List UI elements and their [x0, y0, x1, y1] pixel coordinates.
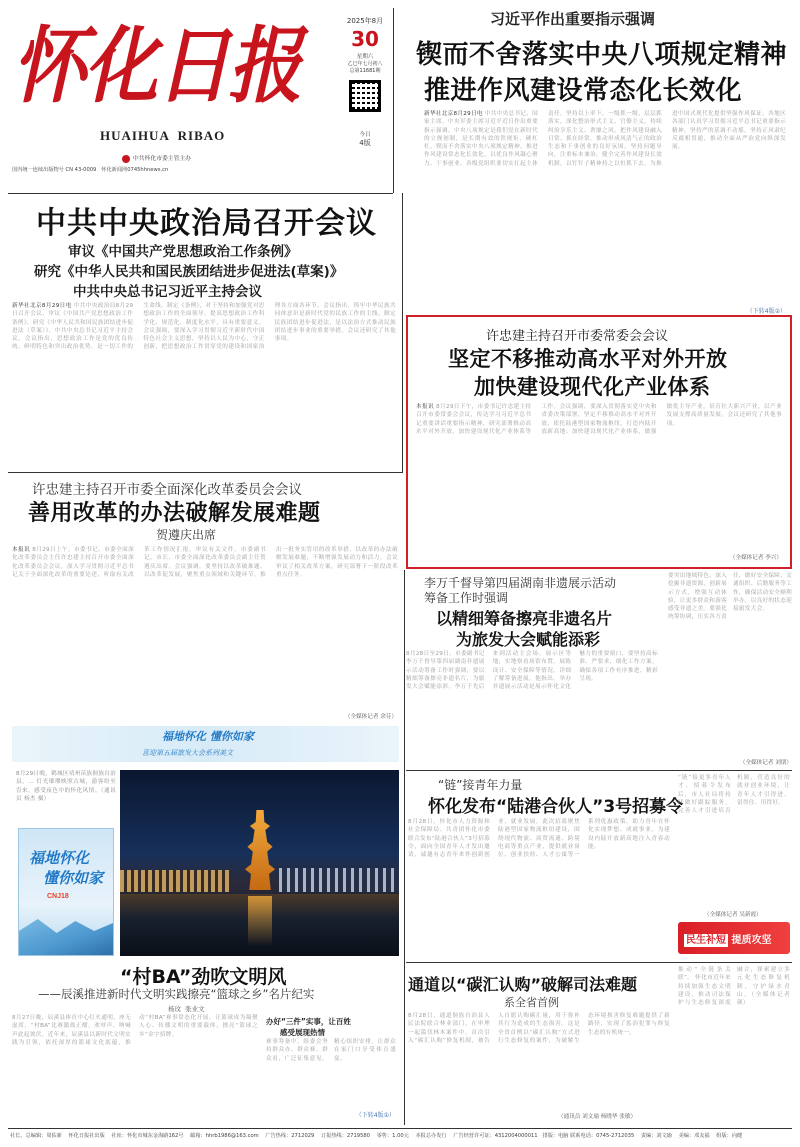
- reform-headline: 善用改革的办法破解发展难题: [28, 501, 321, 526]
- promo-subtitle: 喜迎第五届旅发大会系列美文: [142, 749, 233, 757]
- lead-dateline: 新华社北京8月29日电: [424, 111, 483, 117]
- partner-body-right: “链”接更多青年人才，招募令发布后，市人社局将持续做好跟踪服务，完善人才引进培育机制，营造良好的就业创业环境，让青年人才引得进、留得住、用得好。: [678, 775, 790, 815]
- date-lunar: 乙巳年七月初八: [347, 61, 383, 67]
- livelihood-badge: [678, 922, 790, 954]
- side-column-byline: （全媒体记者 颜）: [737, 991, 790, 1007]
- heritage-body-right: 要突出地域特色，深入挖掘非遗资源，创新展示方式，增强互动体验，让更多群众和游客感受非遗之美。要强化统筹协调，压实各方责任，做好安全保障、交通组织、后勤服务等工作，确保活动安全顺利举办，以良好的状态迎接旅发大会。: [668, 573, 792, 621]
- village-ba-subhead-1: 办好“三件”实事，让百姓: [266, 1017, 351, 1026]
- night-scene-photo: [120, 770, 399, 956]
- promo-banner: [12, 726, 399, 762]
- heritage-story: [406, 572, 796, 768]
- reflection-glow: [248, 896, 272, 946]
- heritage-byline: （全媒体记者 刘朋）: [739, 760, 792, 766]
- promo-title: [162, 728, 254, 744]
- poster-line-2: 懂你如家: [43, 869, 104, 887]
- sc-dateline: 本报讯: [416, 404, 434, 410]
- promo-poster: [18, 828, 114, 956]
- sponsor-line: [122, 153, 191, 163]
- city-lights-left: [120, 870, 230, 892]
- issue-number: 总第11681期: [349, 68, 381, 74]
- village-ba-body: 8月27日晚，辰溪县体育中心灯火通明，座无虚席，“村BA”比赛激战正酣，欢呼声、呐喊声此起彼伏。近年来，辰溪县以新时代文明实践为引领，依托深厚的篮球文化底蕴，推动“村BA”赛事常态化开展，让篮球成为凝聚人心、传播文明的重要载体，擦亮“篮球之乡”金字招牌。: [12, 1015, 258, 1046]
- masthead-pinyin: HUAIHUA RIBAO: [100, 128, 226, 143]
- carbon-byline: （通讯员 刘文瑜 杨晓华 张敏）: [558, 1114, 637, 1120]
- promo-title-2: 懂你如家: [209, 730, 254, 743]
- badge-part-1: 民生补短: [686, 935, 726, 946]
- footer-info: 社长、总编辑：周佑新 怀化日报社出版 社址：怀化市城东金海路162号 邮箱：hhrb1986@163.com 广告热线：2712029 订报热线：2719580 零售：1.00元 本报总办发行 广告经营许可证：4312004000011 排版：电脑 联系电话：0745-2712035 责编：刘文瑜 美编：邓友福 组版：向健: [10, 1133, 743, 1139]
- reform-story: [8, 478, 403, 723]
- carbon-story: [408, 966, 792, 1124]
- lead-headline-2: 推进作风建设常态化长效化: [424, 76, 743, 106]
- party-emblem-icon: [122, 155, 130, 163]
- sponsor-text: 中共怀化市委主管主办: [133, 156, 191, 162]
- pagoda-shape: [242, 810, 278, 890]
- reform-dateline: 本报讯: [12, 547, 31, 553]
- badge-part-2: 提质攻坚: [731, 935, 772, 946]
- date-day: 30: [351, 27, 379, 51]
- politburo-dateline: 新华社北京8月29日电: [12, 303, 72, 309]
- partner-story: [408, 774, 792, 960]
- lead-continued: （下转4版②）: [746, 308, 786, 315]
- reform-kicker: 许忠建主持召开市委全面深化改革委员会会议: [32, 482, 302, 498]
- city-lights-right: [279, 868, 399, 892]
- sc-headline-1: 坚定不移推动高水平对外开放: [448, 347, 728, 371]
- date-year-month: 2025年8月: [346, 17, 384, 25]
- poster-line-1: 福地怀化: [29, 849, 90, 867]
- partner-kicker: “链”接青年力量: [438, 778, 523, 792]
- village-ba-body-right: 赛事筹备中，组委会坚持群众办、群众赛、群众看，广泛征集意见，精心组织安排，让群众在家门口享受体育盛宴。: [266, 1039, 396, 1062]
- date-box: [344, 16, 386, 176]
- village-ba-byline: 杨玟 张业文: [168, 1005, 205, 1013]
- carbon-subtitle: 系全省首例: [504, 996, 559, 1009]
- village-ba-story: [8, 962, 403, 1124]
- village-ba-subhead-2: 感受展现热情: [280, 1028, 325, 1037]
- photo-credit: （通讯员 杨杰 摄）: [16, 787, 116, 802]
- sc-kicker: 许忠建主持召开市委常委会会议: [486, 329, 669, 344]
- lead-body: 新华社北京8月29日电 中共中央总书记、国家主席、中央军委主席习近平近日作出重要指示强调，中央八项规定是我们党在新时代的立规创制，是长期有效的铁规矩、硬杠杠。锲而不舍落实中央八项规定精神，推进作风建设常态化长效化，以优良作风凝心聚力、干事创业。各级党组织要切实扛起主体责任，坚持以上率下，一级抓一级、层层抓落实，深化整治形式主义、官僚主义，持续纠治享乐主义、奢靡之风，把作风建设融入日常、抓在经常，推动形成风清气正的政治生态和干事创业的良好氛围。坚持问题导向，注重标本兼治，健全完善作风建设长效机制，以钉钉子精神持之以恒抓下去，为推进中国式现代化提供坚强作风保证。各地区各部门认真学习贯彻习近平总书记重要指示精神，坚持严的基调不动摇，坚持正风肃纪反腐相贯通，推动全面从严治党向纵深发展。: [424, 111, 786, 167]
- promo-side-text: 8月29日晚，鹤城区靖州苗族侗族自治县，… 灯光璀璨映照古城，游客纷至沓来，感受夜色中的怀化风情。（通讯员 杨杰 摄）: [16, 771, 116, 802]
- carbon-headline: 通道以“碳汇认购”破解司法难题: [408, 975, 638, 994]
- politburo-sub-2: 研究《中华人民共和国民族团结进步促进法(草案)》: [34, 264, 344, 280]
- lead-headline-1: 锲而不舍落实中央八项规定精神: [416, 40, 788, 70]
- village-ba-subhead: [266, 1016, 351, 1038]
- partner-headline: 怀化发布“陆港合伙人”3号招募令: [428, 797, 684, 817]
- heritage-headline-2: 为旅发大会赋能添彩: [456, 630, 601, 649]
- sc-headline-2: 加快建设现代化产业体系: [474, 375, 711, 399]
- pages-label: 今日: [359, 132, 371, 138]
- lead-story: [398, 8, 792, 318]
- date-weekday: 星期六: [356, 54, 374, 60]
- partner-body: 8月28日，怀化市人力资源和社会保障局、共青团怀化市委联合发布“陆港合伙人”3号招募令，面向全国青年人才发出邀请，诚邀有志青年来怀创新创业、就业发展。此次招募聚焦陆港型国家物流枢纽建设，围绕现代物流、商贸流通、跨境电商等重点产业，提供就业岗位、创业扶持、人才公寓等一系列优惠政策，助力青年在怀化实现梦想、成就事业，为建设内陆开放新高地注入青春动能。: [408, 819, 670, 859]
- sc-byline: （全媒体记者 李兴）: [729, 555, 782, 561]
- standing-committee-story: [406, 315, 792, 569]
- publication-codes: 国内统一连续出版物号 CN 43-0009 怀化新闻网0745hhnews.cn: [12, 167, 169, 173]
- reform-attendee: 贺遵庆出席: [156, 528, 217, 542]
- promo-side-lead: 8月29日晚，鹤城区靖州苗族侗族自治县，…: [16, 771, 116, 786]
- promo-title-1: 福地怀化: [162, 730, 206, 743]
- lead-kicker: 习近平作出重要指示强调: [490, 10, 656, 28]
- pages-count: 4版: [359, 139, 371, 147]
- side-column-first: 推动“全链条关联”。: [678, 967, 731, 982]
- politburo-headline: 中共中央政治局召开会议: [36, 206, 377, 241]
- side-column-text: 推动“全链条关联”。 怀化市近年来持续加强生态文明建设，推动司法保护与生态修复深度融合，探索建立多元化生态修复机制，守护绿水青山。（全媒体记者 颜）: [678, 967, 790, 1007]
- politburo-sub-1: 审议《中国共产党思想政治工作条例》: [68, 244, 298, 260]
- village-ba-subtitle: ——辰溪推进新时代文明实践擦亮“篮球之乡”名片纪实: [38, 987, 315, 1001]
- poster-landscape: [19, 915, 113, 955]
- masthead-title: 怀化日报: [12, 18, 300, 115]
- sc-body: 本报讯 8月29日下午，市委书记许忠建主持召开市委常委会会议，传达学习习近平总书记重要讲话重要指示精神，研究部署推动高水平对外开放、加快建设现代化产业体系等工作。会议强调，要深入贯彻落实党中央和省委决策部署，坚定不移推动高水平对外开放，依托陆港型国家物流枢纽，打造内陆开放新高地；加快建设现代化产业体系，做强做优主导产业，培育壮大新兴产业，以产业发展支撑高质量发展。会议还研究了其他事项。: [416, 404, 782, 435]
- heritage-kicker-1: 李万千督导第四届湖南非遗展示活动: [424, 576, 617, 590]
- poster-tag: CNJ18: [47, 893, 69, 900]
- politburo-story: [8, 198, 400, 468]
- qr-code-icon: [349, 80, 381, 112]
- village-ba-headline: “村BA”劲吹文明风: [120, 966, 287, 988]
- reform-body: 本报讯 8月29日上午，市委书记、市委全面深化改革委员会主任许忠建主持召开市委全面深化改革委员会会议，深入学习贯彻习近平总书记关于全面深化改革的重要论述，听取有关改革工作情况汇报，审议有关文件。市委副书记、市长、市委全面深化改革委员会副主任贺遵庆出席。会议强调，要坚持以改革破难题、以改革促发展，聚焦重点领域和关键环节，推出一批务实管用的改革举措，以改革的办法破解发展难题，不断增强发展动力和活力。会议审议了相关改革方案，研究部署下一阶段改革重点任务。: [12, 547, 398, 578]
- carbon-body: 8月28日，通道侗族自治县人民法院联合林业部门，在审理一起滥伐林木案件中，首次引入“碳汇认购”修复机制，被告人自愿认购碳汇量，用于弥补其行为造成的生态损害。这是全省首例以“碳汇认购”方式进行生态修复的案件，为破解生态环境损害修复难题提供了新路径，实现了惩治犯罪与修复生态的有机统一。: [408, 1013, 670, 1044]
- heritage-kicker-2: 筹备工作时强调: [424, 591, 509, 605]
- politburo-body: 新华社北京8月29日电 中共中央政治局8月29日召开会议，审议《中国共产党思想政治工作条例》，研究《中华人民共和国民族团结进步促进法（草案）》。中共中央总书记习近平主持会议。会议指出，思想政治工作是党的优良传统、鲜明特色和突出政治优势，是一切工作的生命线。制定《条例》，对于坚持和加强党对思想政治工作的全面领导，提高思想政治工作科学化、规范化、制度化水平，具有重要意义。会议强调，要深入学习贯彻习近平新时代中国特色社会主义思想，坚持以人民为中心，守正创新，把思想政治工作贯穿党的建设和国家治理各方面各环节。会议指出，铸牢中华民族共同体意识是新时代党的民族工作的主线。制定民族团结进步促进法，是以法治方式推动民族团结进步事业的重要举措。会议还研究了其他事项。: [12, 303, 396, 351]
- politburo-sub-3: 中共中央总书记习近平主持会议: [73, 284, 262, 300]
- village-ba-continued: （下转4版①）: [355, 1112, 395, 1119]
- partner-byline: （全媒体记者 吴新霞）: [704, 912, 762, 918]
- heritage-body: 8月28日至29日，市委副书记李万千督导第四届湖南非遗展示活动筹备工作时强调，要以精细筹备擦亮非遗名片，为旅发大会赋能添彩。李万千先后来到活动主会场、展示区等地，实地察看场馆布置、展陈设计、安全保障等情况，详细了解筹备进展。他指出，举办非遗展示活动是展示怀化文化魅力的重要窗口，要坚持高标准、严要求，细化工作方案，确保各项工作有序推进、精彩呈现。: [406, 651, 658, 691]
- promo-box: [8, 726, 403, 960]
- masthead: [12, 10, 342, 185]
- heritage-headline-1: 以精细筹备擦亮非遗名片: [436, 609, 613, 628]
- reform-byline: （全媒体记者 余芬）: [344, 714, 397, 720]
